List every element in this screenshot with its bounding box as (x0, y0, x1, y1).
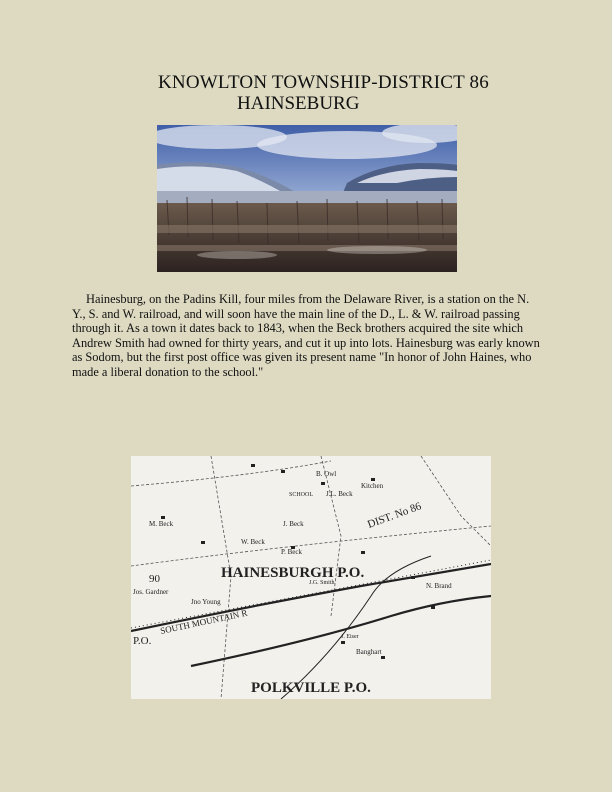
page-title: KNOWLTON TOWNSHIP-DISTRICT 86 (158, 72, 489, 93)
map-label-number: 90 (149, 573, 160, 585)
map-label-bowl: B. Owl (316, 470, 337, 478)
map-label-young: Jno Young (191, 598, 221, 606)
map-label-school: SCHOOL (289, 492, 314, 498)
history-paragraph: Hainesburg, on the Padins Kill, four miles from the Delaware River, is a station on the N. Y., S. and W. railroad, and will soon have the main line of the D., L. & W. railroad passing through it. As a town it dates back to 1843, when the Beck brothers acquired the site which Andrew Smith had owned for thirty years, and cut it up into lots. Hainesburg was early known as Sodom, but the first post office was given its present name "In honor of John Haines, who made a liberal donation to the school." (72, 292, 540, 379)
map-label-hainesburgh: HAINESBURGH P.O. (221, 565, 365, 581)
map-label-district: DIST. No 86 (365, 500, 423, 531)
map-label-beck-5: W. Beck (241, 538, 265, 546)
map-label-brand: N. Brand (426, 582, 452, 590)
landscape-photo (157, 125, 457, 272)
map-label-polkville: POLKVILLE P.O. (251, 680, 371, 696)
map-label-po: P.O. (133, 635, 152, 647)
map-label-mountain: SOUTH MOUNTAIN R (159, 607, 249, 636)
page-subtitle: HAINSEBURG (237, 93, 360, 114)
map-label-gardner: Jos. Gardner (133, 588, 169, 596)
map-label-beck-1: M. Beck (149, 520, 174, 528)
historic-map (131, 456, 491, 699)
map-label-beck-2: J. Beck (283, 520, 304, 528)
map-label-beck-4: P. Beck (281, 548, 302, 556)
map-label-kitchen: Kitchen (361, 482, 384, 490)
map-label-smith: J.G. Smith (309, 580, 335, 586)
map-label-eiser: J. Eiser (341, 634, 359, 640)
map-label-banghart: Banghart (356, 648, 382, 656)
map-label-beck-3: J.L. Beck (326, 490, 353, 498)
